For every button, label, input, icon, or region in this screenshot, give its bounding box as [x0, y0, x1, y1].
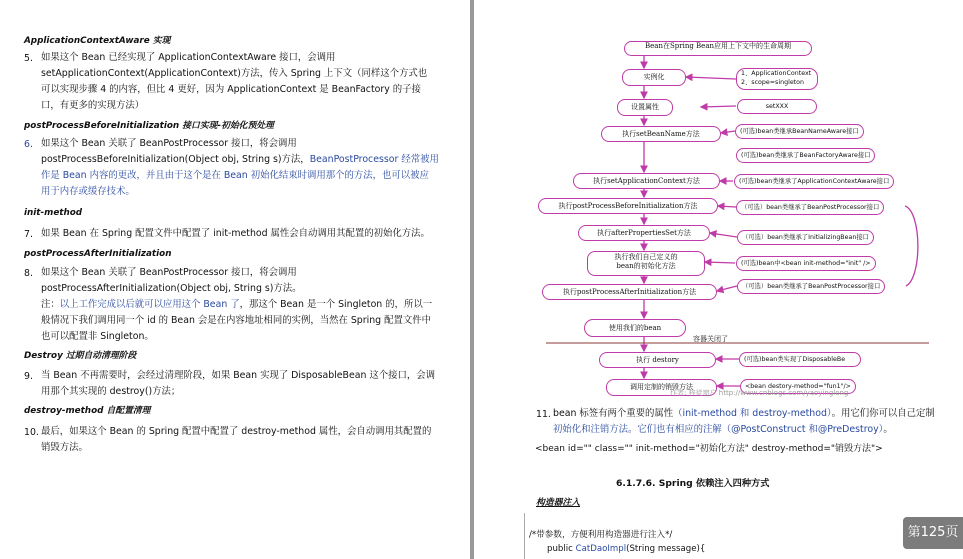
step-setbeanname: 执行setBeanName方法	[601, 126, 721, 142]
step-destroy: 执行 destory	[599, 352, 716, 368]
item-6-line: 用于内存或缓存技术。	[41, 186, 135, 197]
note-initializingbean: （可选）bean类继承了InitializingBean接口	[737, 230, 874, 245]
heading-init-method: init-method	[24, 208, 83, 218]
item-11-line: 初始化和注销方法。它们也有相应的注解（@PostConstruct 和@PreDestroy）。	[553, 424, 893, 435]
item-9-line: 用那个其实现的 destroy()方法；	[41, 386, 181, 397]
heading-destroy-method: destroy-method 自配置清理	[24, 406, 151, 416]
note-instantiate	[736, 68, 818, 90]
note-beanpostprocessor-after: （可选）bean类继承了BeanPostProcessor接口	[737, 279, 885, 294]
item-number: 7.	[24, 229, 33, 240]
diagram-watermark: 作者: 梓徒窗户 http://www.cnblogs.com/yaoyinglong	[670, 389, 849, 397]
item-5-line: 可以实现步骤 4 的内容，但比 4 更好，因为 ApplicationContext 是 BeanFactory 的子接	[41, 84, 421, 95]
item-9-line: 当 Bean 不再需要时，会经过清理阶段，如果 Bean 实现了 DisposableBean 这个接口，会调	[41, 370, 436, 381]
note-beanfactoryaware: (可选)bean类继承了BeanFactoryAware接口	[736, 148, 875, 163]
item-8-line: 注：以上工作完成以后就可以应用这个 Bean 了，那这个 Bean 是一个 Singleton 的，所以一	[41, 299, 433, 310]
heading-applicationcontextaware: ApplicationContextAware 实现	[24, 36, 171, 46]
note-init-method: (可选)bean中<bean init-method="init" />	[736, 256, 876, 271]
item-number: 10.	[24, 427, 39, 438]
item-5-line: 如果这个 Bean 已经实现了 ApplicationContextAware 接口，会调用	[41, 52, 336, 63]
note-applicationcontextaware: (可选)bean类继承了ApplicationContextAware接口	[734, 174, 894, 189]
step-use-bean: 使用我们的bean	[584, 319, 686, 337]
item-6-line: postProcessBeforeInitialization(Object obj, String s)方法，BeanPostProcessor 经常被用	[41, 154, 439, 165]
left-page	[0, 0, 470, 559]
item-number: 11.	[536, 409, 551, 420]
item-11-line: bean 标签有两个重要的属性（init-method 和 destroy-method）。用它们你可以自己定制	[553, 408, 935, 419]
item-8-line: 般情况下我们调用同一个 id 的 Bean 会是在内容地址相同的实例，当然在 Spring 配置文件中	[41, 315, 431, 326]
step-setapplicationcontext: 执行setApplicationContext方法	[573, 173, 720, 189]
step-custom-init-line: bean的初始化方法	[616, 262, 676, 270]
note-line: 2、scope=singleton	[741, 78, 804, 86]
step-postprocessbefore: 执行postProcessBeforeInitialization方法	[538, 198, 718, 214]
note-setxxx: setXXX	[737, 99, 817, 114]
step-custom-destroy: 调用定制的销毁方法	[606, 379, 717, 396]
step-set-properties: 设置属性	[617, 99, 673, 116]
heading-postprocessafter: postProcessAfterInitialization	[24, 249, 172, 259]
item-number: 8.	[24, 268, 33, 279]
page-number-badge: 第125页	[903, 517, 963, 549]
sub-heading-constructor-injection: 构造器注入	[536, 498, 580, 508]
code-comment: /*带参数，方便利用构造器进行注入*/	[529, 530, 673, 540]
item-number: 6.	[24, 139, 33, 150]
step-afterpropertiesset: 执行afterPropertiesSet方法	[578, 225, 710, 241]
step-custom-init	[587, 251, 705, 276]
item-7-line: 如果 Bean 在 Spring 配置文件中配置了 init-method 属性会自动调用其配置的初始化方法。	[41, 228, 430, 239]
container-closed-label: 容器关闭了	[693, 335, 728, 343]
code-line: public CatDaoImpl(String message){	[547, 544, 706, 554]
item-8-line: 如果这个 Bean 关联了 BeanPostProcessor 接口，将会调用	[41, 267, 297, 278]
item-5-line: setApplicationContext(ApplicationContext)方法，传入 Spring 上下文（同样这个方式也	[41, 68, 428, 79]
item-6-line: 作是 Bean 内容的更改，并且由于这个是在 Bean 初始化结束时调用那个的方法，也可以被应	[41, 170, 429, 181]
code-block	[524, 513, 945, 559]
item-5-line: 口，有更多的实现方法）	[41, 100, 145, 111]
item-number: 9.	[24, 371, 33, 382]
item-8-line: 也可以配置非 Singleton。	[41, 331, 154, 342]
step-custom-init-line: 执行我们自己定义的	[614, 253, 678, 261]
item-10-line: 最后，如果这个 Bean 的 Spring 配置中配置了 destroy-method 属性，会自动调用其配置的	[41, 426, 432, 437]
section-title: 6.1.7.6. Spring 依赖注入四种方式	[616, 478, 770, 489]
item-number: 5.	[24, 53, 33, 64]
note-line: 1、ApplicationContext	[741, 70, 812, 77]
item-6-line: 如果这个 Bean 关联了 BeanPostProcessor 接口，将会调用	[41, 138, 297, 149]
heading-postprocessbefore: postProcessBeforeInitialization 接口实现-初始化预处理	[24, 121, 274, 131]
diagram-title: Bean在Spring Bean应用上下文中的生命周期	[624, 41, 812, 56]
note-destroy-method: <bean destory-method="fun1"/>	[740, 379, 856, 394]
note-beanpostprocessor-before: （可选）bean类继承了BeanPostProcessor接口	[736, 200, 884, 215]
note-beannameaware: (可选)bean类继承BeanNameAware接口	[735, 124, 864, 139]
heading-destroy: Destroy 过期自动清理阶段	[24, 351, 137, 361]
item-8-line: postProcessAfterInitialization(Object obj, String s)方法。	[41, 283, 302, 294]
step-postprocessafter: 执行postProcessAfterInitialization方法	[542, 284, 717, 300]
right-page	[474, 0, 963, 559]
note-disposablebean: (可选)bean类实现了DisposableBe	[739, 352, 861, 367]
item-10-line: 销毁方法。	[41, 442, 88, 453]
xml-example: <bean id="" class="" init-method="初始化方法" destroy-method="销毁方法">	[535, 444, 883, 454]
step-instantiate: 实例化	[622, 69, 686, 86]
